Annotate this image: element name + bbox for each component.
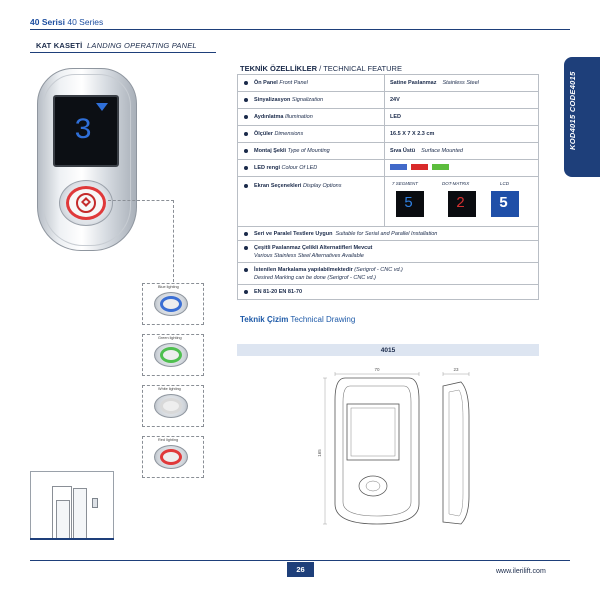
spec-row-display <box>238 177 538 227</box>
bullet-icon <box>244 290 248 294</box>
drawing-title-bold: Teknik Çizim <box>240 315 289 324</box>
callout-line-vertical <box>173 200 174 282</box>
bullet-icon <box>244 132 248 136</box>
bullet-icon <box>244 81 248 85</box>
bullet-icon <box>244 246 248 250</box>
spec-label <box>254 183 341 189</box>
display-option-label: 7 SEGMENT <box>392 181 419 186</box>
note-bold: EN 81-20 EN 81-70 <box>254 289 302 295</box>
series-title-bold: 40 Serisi <box>30 17 65 27</box>
column-divider <box>384 143 385 160</box>
panel-title <box>36 41 197 50</box>
drawing-title-plain: Technical Drawing <box>290 315 356 324</box>
tech-title-plain: / TECHNICAL FEATURE <box>317 64 402 73</box>
note-bold: Çeşitli Paslanmaz Çelikli Alternatifleri Mevcut <box>254 245 373 251</box>
led-swatch-green <box>432 164 449 170</box>
spec-label-italic: Dimensions <box>274 131 304 137</box>
screen-floor-digit: 3 <box>74 114 93 148</box>
note-bold: İstenilen Markalama yapılabilmektedir <box>254 267 353 273</box>
spec-row-led-colors <box>238 160 538 177</box>
installation-illustration <box>30 471 114 539</box>
bullet-icon <box>244 149 248 153</box>
bullet-icon <box>244 184 248 188</box>
note-line2: Various Stainless Steel Alternatives Available <box>254 253 364 259</box>
lighting-ring-red <box>160 449 182 465</box>
spec-row <box>238 109 538 126</box>
spec-value <box>390 97 400 103</box>
spec-label-bold: Ön Panel <box>254 80 278 86</box>
led-swatch-red <box>411 164 428 170</box>
note-italic: (Serigrof - CNC vd.) <box>354 267 403 273</box>
spec-table <box>237 74 539 300</box>
spec-value <box>390 131 434 137</box>
callout-line-horizontal <box>108 200 174 201</box>
lighting-ring-green <box>160 347 182 363</box>
column-divider <box>384 75 385 92</box>
mini-landing-panel <box>92 498 98 508</box>
spec-value-bold: Satine Paslanmaz <box>390 80 437 86</box>
spec-label <box>254 114 313 120</box>
note-text <box>254 289 302 295</box>
note-text <box>254 267 403 273</box>
page-number: 26 <box>287 562 314 577</box>
column-divider <box>384 92 385 109</box>
note-line2: Desired Marking can be done (Serigrof - CNC vd.) <box>254 275 376 281</box>
note-row <box>238 285 538 299</box>
note-italic: Suitable for Serial and Parallel Installation <box>335 231 438 237</box>
column-divider <box>384 160 385 177</box>
bullet-icon <box>244 115 248 119</box>
series-title <box>30 17 103 27</box>
column-divider <box>384 177 385 227</box>
column-divider <box>384 109 385 126</box>
drawing-title <box>240 315 355 324</box>
spec-label-italic: Front Panel <box>279 80 308 86</box>
led-swatch-blue <box>390 164 407 170</box>
note-row <box>238 227 538 241</box>
lighting-label-green: Green lighting <box>158 336 182 340</box>
dot-matrix-digit: 2 <box>456 195 466 212</box>
spec-label-italic: Colour Of LED <box>281 165 318 171</box>
display-option-label: DOT-MATRIX <box>442 181 470 186</box>
spec-value <box>390 114 401 120</box>
bottom-divider <box>30 560 570 561</box>
spec-row <box>238 75 538 92</box>
up-down-arrow-icon <box>80 197 92 207</box>
spec-label-bold: Montaj Şekli <box>254 148 287 154</box>
spec-label <box>254 131 303 137</box>
top-divider <box>30 29 570 30</box>
spec-value-italic: Stainless Steel <box>442 80 479 86</box>
note-bold: Seri ve Paralel Testlere Uygun <box>254 231 333 237</box>
column-divider <box>384 126 385 143</box>
elevator-door-right <box>73 488 87 540</box>
bullet-icon <box>244 166 248 170</box>
spec-value-italic: Surface Mounted <box>421 148 463 154</box>
dimension-depth: 23 <box>453 367 459 372</box>
note-text <box>254 245 372 251</box>
down-arrow-icon <box>96 103 108 111</box>
side-tab-code: KOD4015 CODE4015 <box>568 71 577 150</box>
spec-value <box>390 148 463 154</box>
lcd-digit: 5 <box>499 195 509 212</box>
drawing-model-label: 4015 <box>380 347 396 354</box>
spec-value-bold: LED <box>390 114 401 120</box>
spec-label <box>254 80 308 86</box>
spec-row <box>238 92 538 109</box>
lighting-label-white: White lighting <box>158 387 181 391</box>
technical-drawing <box>237 356 539 534</box>
seven-segment-digit: 5 <box>404 195 414 212</box>
bullet-icon <box>244 98 248 102</box>
lighting-ring-white <box>160 398 182 414</box>
spec-label-bold: Sinyalizasyon <box>254 97 291 103</box>
panel-title-italic: LANDING OPERATING PANEL <box>87 41 197 50</box>
spec-value-bold: 24V <box>390 97 400 103</box>
bullet-icon <box>244 268 248 272</box>
spec-label-italic: Type of Mounting <box>287 148 330 154</box>
dimension-width: 70 <box>374 367 380 372</box>
panel-title-bold: KAT KASETİ <box>36 41 83 50</box>
spec-label <box>254 97 323 103</box>
panel-title-divider <box>30 52 216 53</box>
spec-label-bold: Aydınlatma <box>254 114 284 120</box>
spec-label-bold: Ekran Seçenekleri <box>254 183 302 189</box>
spec-row <box>238 143 538 160</box>
spec-value-bold: 16.5 X 7 X 2.3 cm <box>390 131 435 137</box>
spec-label-italic: Display Options <box>302 183 342 189</box>
lighting-label-red: Red lighting <box>158 438 179 442</box>
dimension-height: 165 <box>317 449 322 457</box>
spec-value-bold: Sıva Üstü <box>390 148 416 154</box>
spec-label-italic: Illumination <box>284 114 313 120</box>
display-option-label: LCD <box>500 181 510 186</box>
spec-value <box>390 80 479 86</box>
spec-label-italic: Signalization <box>291 97 324 103</box>
tech-title <box>240 64 402 73</box>
website-link[interactable]: www.ilerilift.com <box>496 568 546 575</box>
spec-row <box>238 126 538 143</box>
note-text <box>254 231 437 237</box>
note-row <box>238 263 538 285</box>
spec-label <box>254 148 330 154</box>
bullet-icon <box>244 232 248 236</box>
elevator-door-left <box>56 500 70 540</box>
spec-label-bold: LED rengi <box>254 165 280 171</box>
spec-label-bold: Ölçüler <box>254 131 273 137</box>
lighting-label-blue: Blue lighting <box>158 285 179 289</box>
note-row <box>238 241 538 263</box>
series-title-plain: 40 Series <box>67 17 104 27</box>
floor-line <box>30 538 114 540</box>
lighting-ring-blue <box>160 296 182 312</box>
tech-title-bold: TEKNİK ÖZELLİKLER <box>240 64 318 73</box>
spec-label <box>254 165 317 171</box>
